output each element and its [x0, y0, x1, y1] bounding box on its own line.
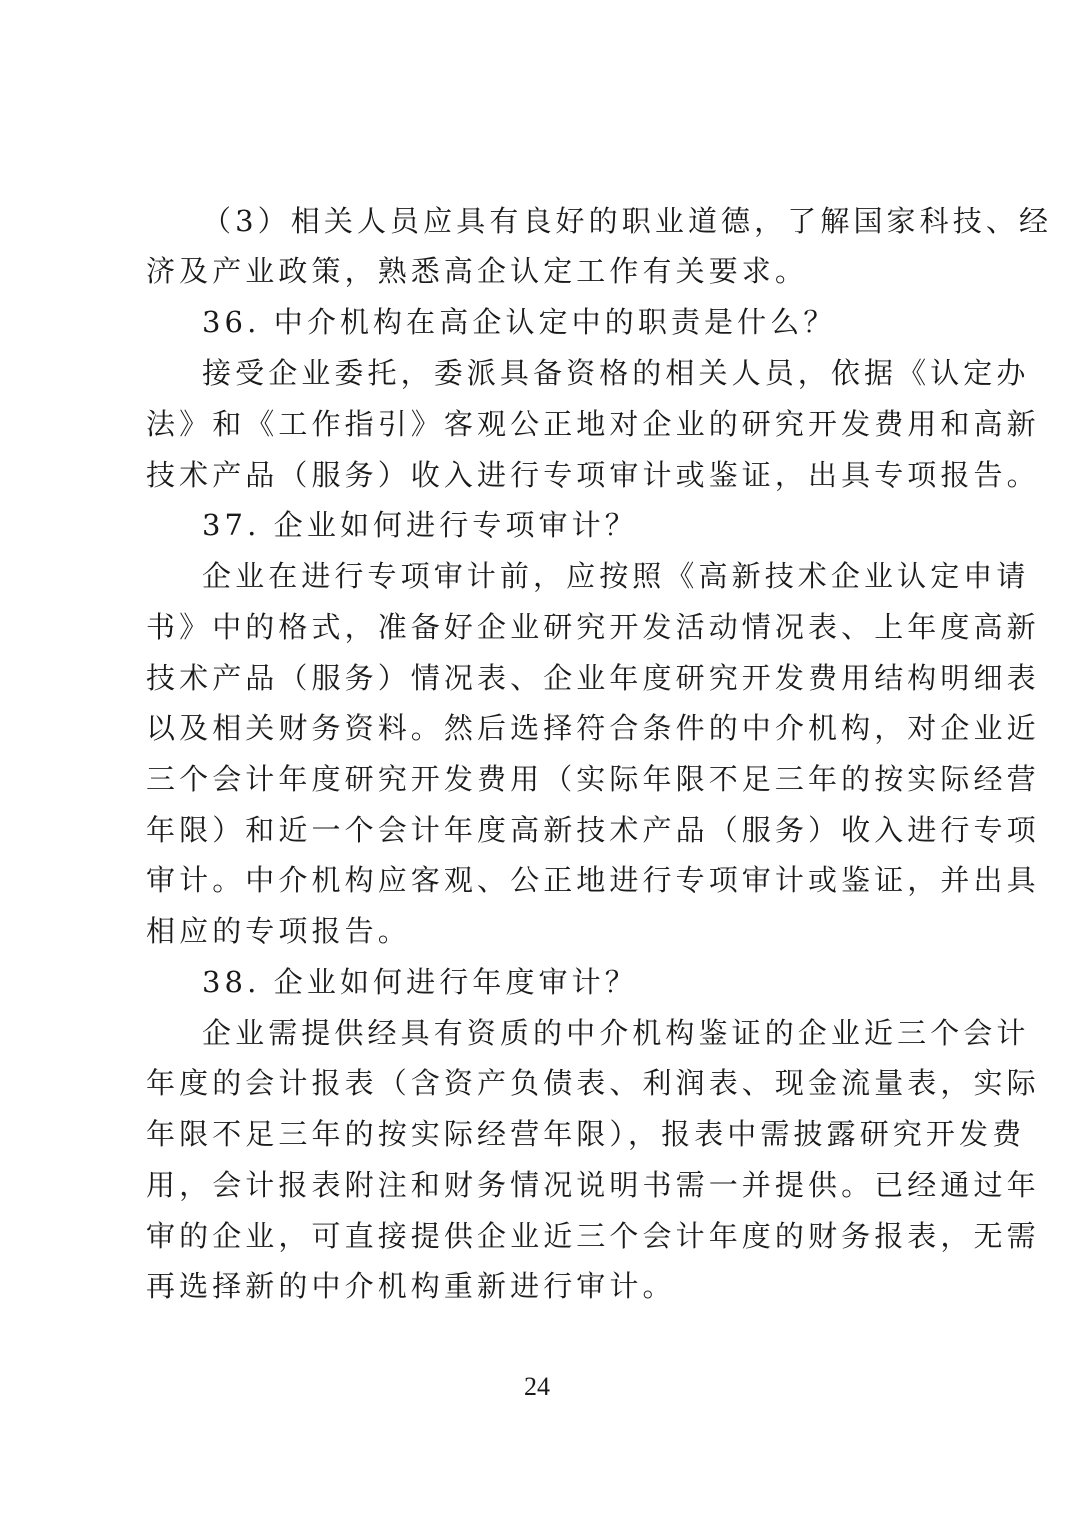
question-heading: 36. 中介机构在高企认定中的职责是什么？	[202, 305, 837, 339]
paragraph-line: 年度的会计报表（含资产负债表、利润表、现金流量表，实际	[146, 1066, 1040, 1100]
paragraph-line: 济及产业政策，熟悉高企认定工作有关要求。	[146, 254, 809, 288]
paragraph-line: 再选择新的中介机构重新进行审计。	[146, 1269, 676, 1303]
paragraph-line: 技术产品（服务）情况表、企业年度研究开发费用结构明细表	[146, 661, 1040, 695]
paragraph-line: 年限不足三年的按实际经营年限），报表中需披露研究开发费	[146, 1117, 1026, 1151]
paragraph-line: 技术产品（服务）收入进行专项审计或鉴证，出具专项报告。	[146, 458, 1040, 492]
paragraph-line: 相应的专项报告。	[146, 914, 411, 948]
paragraph-line: 书》中的格式，准备好企业研究开发活动情况表、上年度高新	[146, 610, 1040, 644]
paragraph-line: 企业在进行专项审计前，应按照《高新技术企业认定申请	[202, 559, 1030, 593]
paragraph-line: 年限）和近一个会计年度高新技术产品（服务）收入进行专项	[146, 813, 1040, 847]
paragraph-line: 以及相关财务资料。然后选择符合条件的中介机构，对企业近	[146, 711, 1040, 745]
paragraph-line: 审计。中介机构应客观、公正地进行专项审计或鉴证，并出具	[146, 863, 1040, 897]
paragraph-line: 用，会计报表附注和财务情况说明书需一并提供。已经通过年	[146, 1168, 1040, 1202]
paragraph-line: （3）相关人员应具有良好的职业道德，了解国家科技、经	[202, 204, 1053, 238]
paragraph-line: 三个会计年度研究开发费用（实际年限不足三年的按实际经营	[146, 762, 1040, 796]
question-heading: 38. 企业如何进行年度审计？	[202, 965, 638, 999]
paragraph-line: 法》和《工作指引》客观公正地对企业的研究开发费用和高新	[146, 407, 1040, 441]
question-heading: 37. 企业如何进行专项审计？	[202, 508, 638, 542]
paragraph-line: 审的企业，可直接提供企业近三个会计年度的财务报表，无需	[146, 1219, 1040, 1253]
page-number: 24	[524, 1372, 550, 1401]
paragraph-line: 接受企业委托，委派具备资格的相关人员，依据《认定办	[202, 356, 1030, 390]
paragraph-line: 企业需提供经具有资质的中介机构鉴证的企业近三个会计	[202, 1016, 1030, 1050]
